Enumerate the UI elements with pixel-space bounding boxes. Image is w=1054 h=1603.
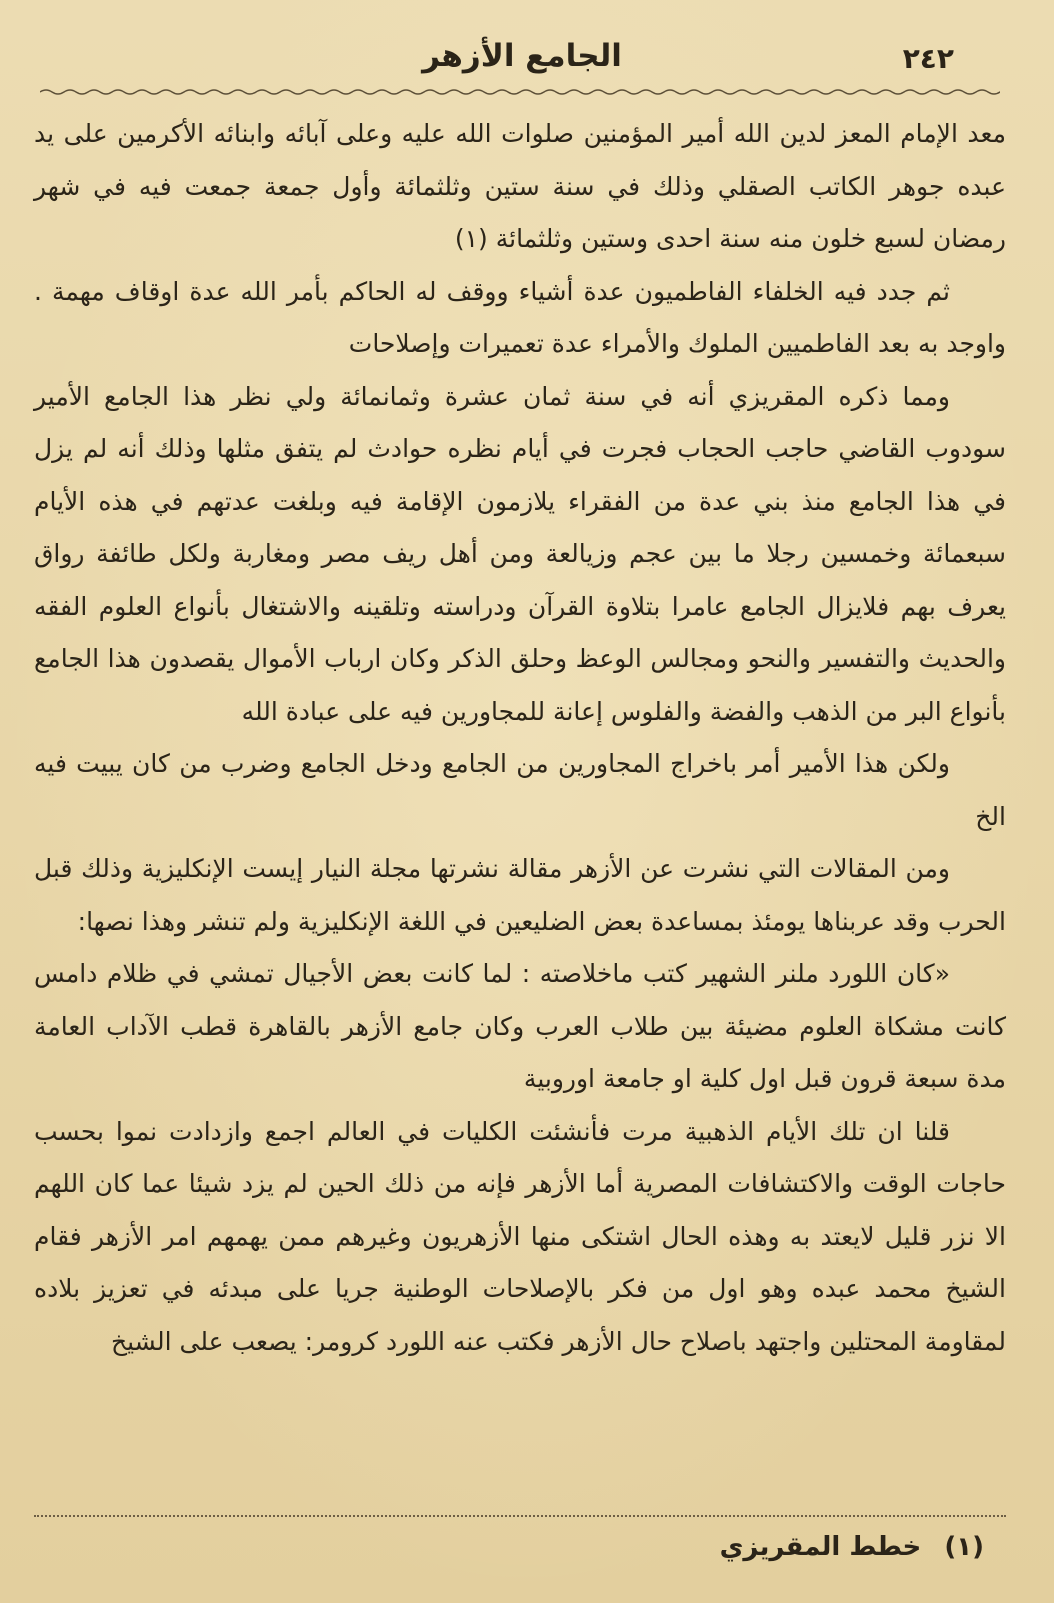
footnote bbox=[720, 1532, 984, 1562]
paragraph-1: معد الإمام المعز لدين الله أمير المؤمنين صلوات الله عليه وعلى آبائه وابنائه الأكرمين على يد عبده جوهر الكاتب الصقلي وذلك في سنة ستين وثلثمائة وأول جمعة جمعت فيه في شهر رمضان لسبع خلون منه سنة احدى وستين وثلثمائة (١) bbox=[34, 119, 1006, 253]
running-title: الجامع الأزهر bbox=[422, 38, 622, 74]
paragraph-3: ومما ذكره المقريزي أنه في سنة ثمان عشرة وثمانمائة ولي نظر هذا الجامع الأمير سودوب القاضي حاجب الحجاب فجرت في أيام نظره حوادث لم يتفق مثلها وذلك أنه لم يزل في هذا الجامع منذ بني عدة من الفقراء يلازمون الإقامة فيه وبلغت عدتهم في هذه الأيام سبعمائة وخمسين رجلا ما بين عجم وزيالعة ومن أهل ريف مصر ومغاربة ولكل طائفة رواق يعرف بهم فلايزال الجامع عامرا بتلاوة القرآن ودراسته وتلقينه والاشتغال بأنواع العلوم الفقه والحديث والتفسير والنحو ومجالس الوعظ وحلق الذكر وكان ارباب الأموال يقصدون هذا الجامع بأنواع البر من الذهب والفضة والفلوس إعانة للمجاورين فيه على عبادة الله bbox=[34, 381, 1006, 726]
paragraph-5: ومن المقالات التي نشرت عن الأزهر مقالة نشرتها مجلة النيار إيست الإنكليزية وذلك قبل الحرب وقد عربناها يومئذ بمساعدة بعض الضليعين في اللغة الإنكليزية ولم تنشر وهذا نصها: bbox=[34, 854, 1006, 936]
paragraph-7: قلنا ان تلك الأيام الذهبية مرت فأنشئت الكليات في العالم اجمع وازدادت نموا بحسب حاجات الوقت والاكتشافات المصرية أما الأزهر فإنه من ذلك الحين لم يزد شيئا عما كان اللهم الا نزر قليل لايعتد به وهذه الحال اشتكى منها الأزهريون وغيرهم ممن يهمهم امر الأزهر فقام الشيخ محمد عبده وهو اول من فكر بالإصلاحات الوطنية جريا على مبدئه في تعزيز بلاده لمقاومة المحتلين واجتهد باصلاح حال الأزهر فكتب عنه اللورد كرومر: يصعب على الشيخ bbox=[34, 1116, 1006, 1356]
paragraph-4: ولكن هذا الأمير أمر باخراج المجاورين من الجامع ودخل الجامع وضرب من كان يبيت فيه الخ bbox=[34, 749, 1006, 831]
paragraph-2: ثم جدد فيه الخلفاء الفاطميون عدة أشياء ووقف له الحاكم بأمر الله عدة اوقاف مهمة . واوجد به بعد الفاطميين الملوك والأمراء عدة تعميرات وإصلاحات bbox=[34, 276, 1006, 358]
header-wavy-rule bbox=[40, 88, 1000, 96]
page-header bbox=[40, 38, 1014, 88]
body-text bbox=[34, 108, 1006, 1368]
page-number: ٢٤٢ bbox=[902, 42, 954, 75]
paragraph-6: «كان اللورد ملنر الشهير كتب ماخلاصته : لما كانت بعض الأجيال تمشي في ظلام دامس كانت مشكاة العلوم مضيئة بين طلاب العرب وكان جامع الأزهر بالقاهرة قطب الآداب العامة مدة سبعة قرون قبل اول كلية او جامعة اوروبية bbox=[34, 959, 1006, 1093]
footnote-divider bbox=[34, 1515, 1006, 1517]
footnote-text: خطط المقريزي bbox=[719, 1532, 922, 1562]
footnote-number: (١) bbox=[944, 1532, 984, 1562]
